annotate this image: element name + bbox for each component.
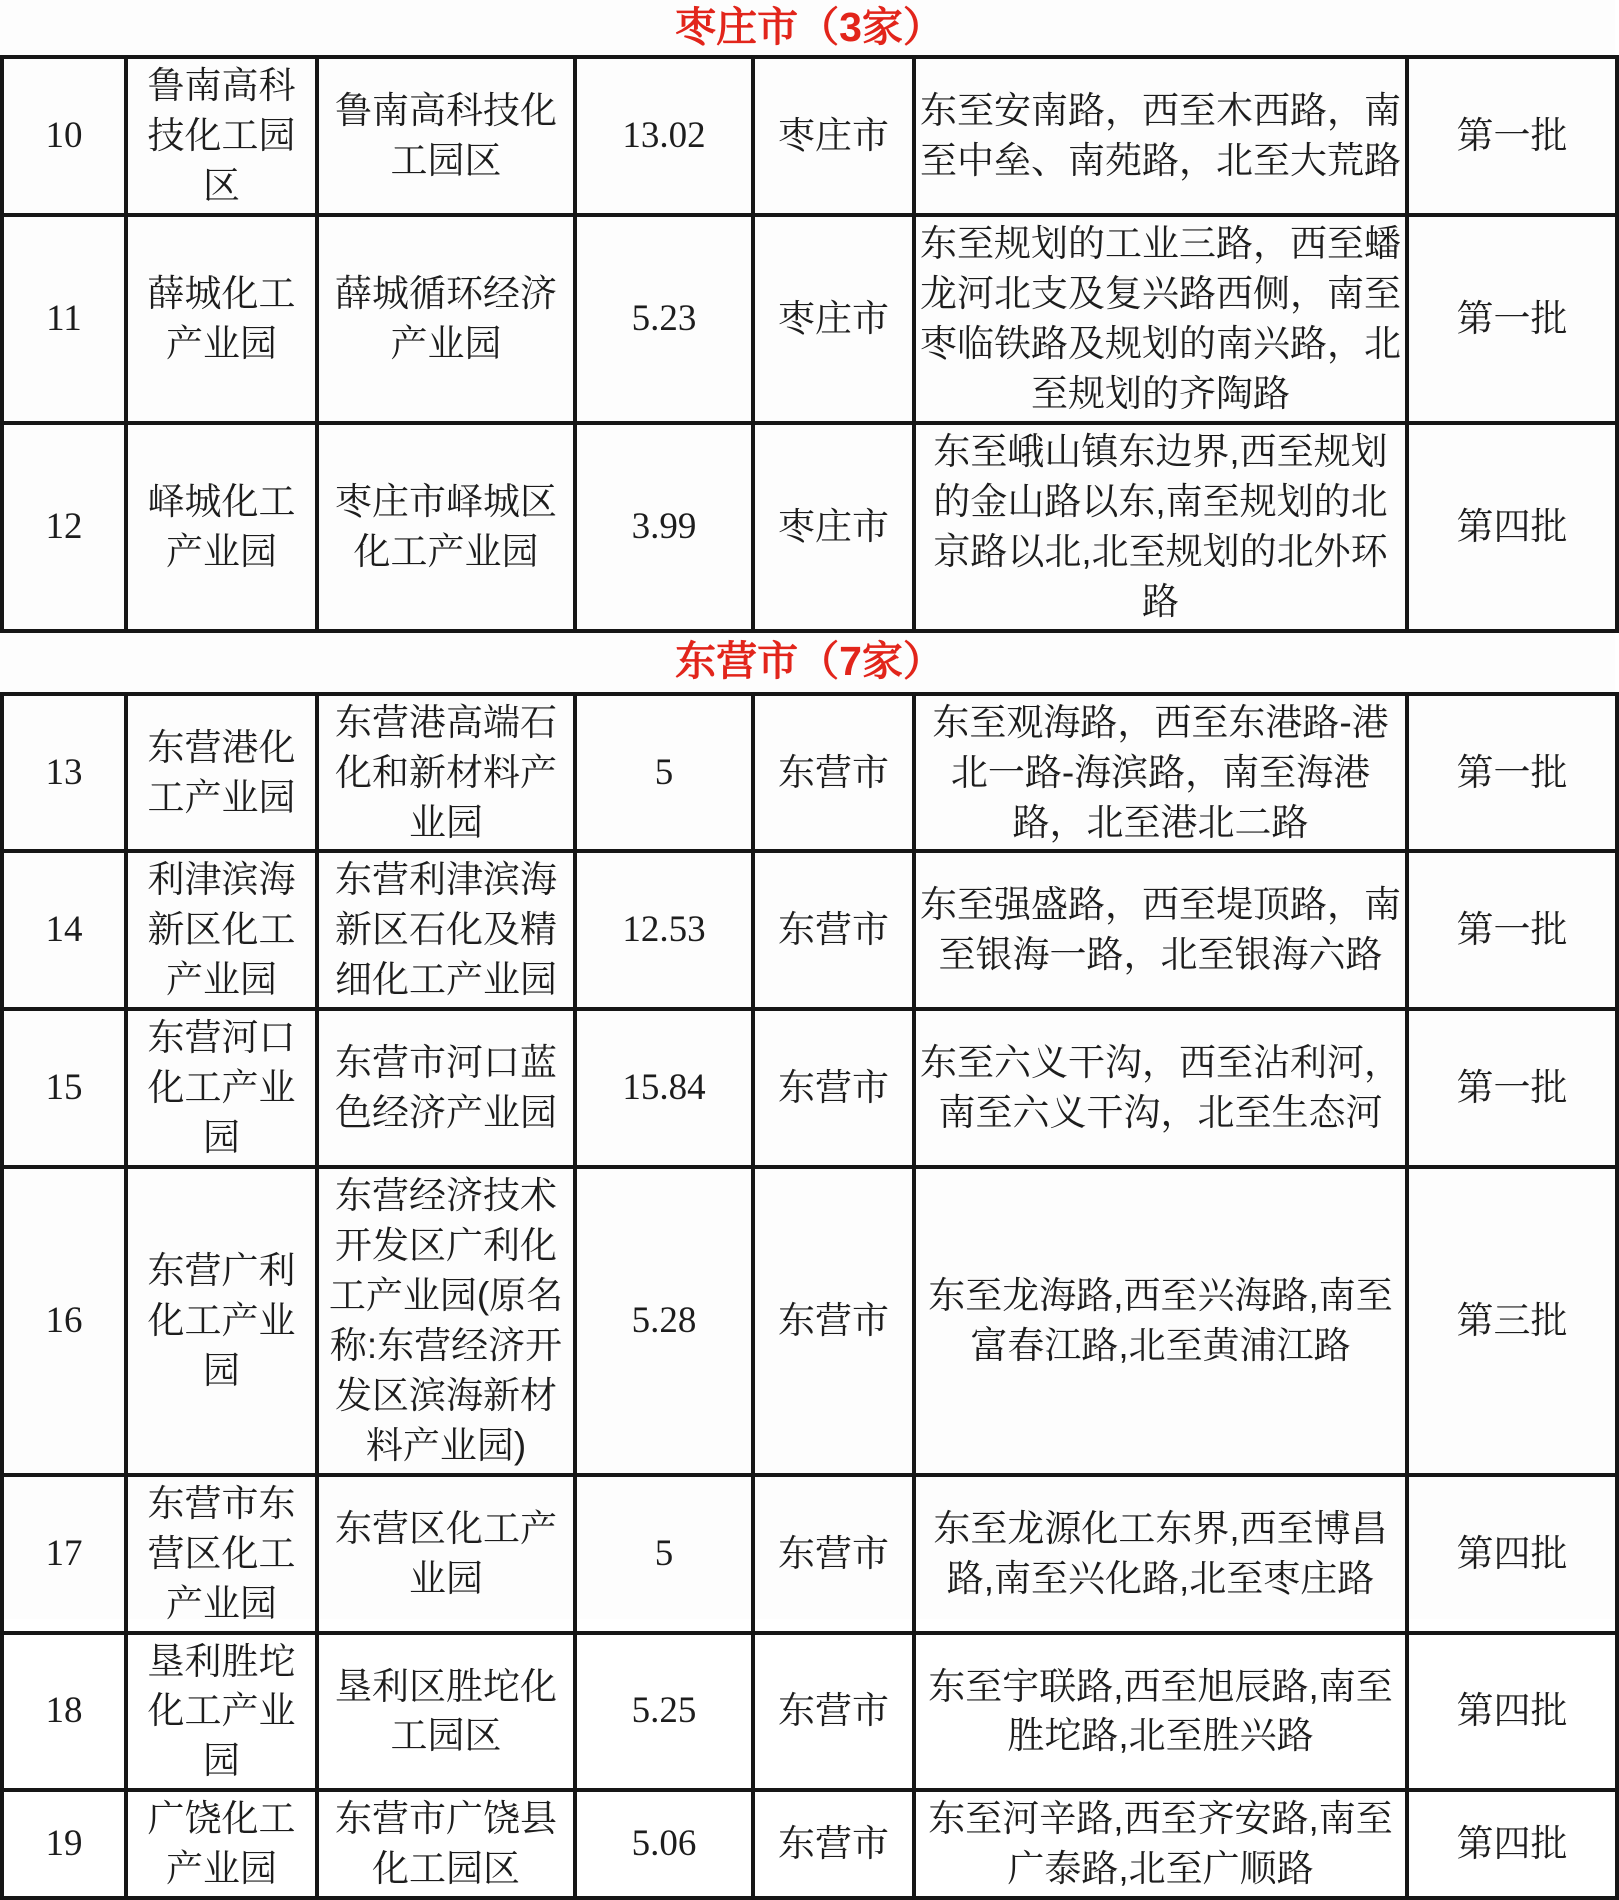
park-full-name: 东营区化工产业园 bbox=[317, 1475, 575, 1633]
table-row bbox=[2, 1167, 1617, 1475]
park-short-name: 鲁南高科技化工园区 bbox=[126, 57, 317, 215]
batch-label: 第四批 bbox=[1407, 423, 1617, 631]
batch-label: 第一批 bbox=[1407, 694, 1617, 852]
boundary-description: 东至观海路，西至东港路-港北一路-海滨路，南至海港路，北至港北二路 bbox=[914, 694, 1407, 852]
park-full-name: 垦利区胜坨化工园区 bbox=[317, 1633, 575, 1791]
boundary-description: 东至强盛路，西至堤顶路，南至银海一路，北至银海六路 bbox=[914, 851, 1407, 1009]
park-short-name: 垦利胜坨化工产业园 bbox=[126, 1633, 317, 1791]
batch-label: 第四批 bbox=[1407, 1790, 1617, 1898]
city-name: 枣庄市 bbox=[753, 215, 914, 423]
table-row bbox=[2, 851, 1617, 1009]
area-value: 5.23 bbox=[575, 215, 753, 423]
boundary-description: 东至峨山镇东边界,西至规划的金山路以东,南至规划的北京路以北,北至规划的北外环路 bbox=[914, 423, 1407, 631]
park-full-name: 枣庄市峄城区化工产业园 bbox=[317, 423, 575, 631]
area-value: 15.84 bbox=[575, 1009, 753, 1167]
area-value: 3.99 bbox=[575, 423, 753, 631]
park-full-name: 东营市广饶县化工园区 bbox=[317, 1790, 575, 1898]
park-short-name: 广饶化工产业园 bbox=[126, 1790, 317, 1898]
park-short-name: 东营市东营区化工产业园 bbox=[126, 1475, 317, 1633]
row-number: 14 bbox=[2, 851, 126, 1009]
table-row bbox=[2, 1009, 1617, 1167]
park-full-name: 薛城循环经济产业园 bbox=[317, 215, 575, 423]
boundary-description: 东至河辛路,西至齐安路,南至广泰路,北至广顺路 bbox=[914, 1790, 1407, 1898]
batch-label: 第一批 bbox=[1407, 215, 1617, 423]
group-header-dongying: 东营市（7家） bbox=[2, 631, 1617, 694]
table-row bbox=[2, 694, 1617, 852]
boundary-description: 东至安南路，西至木西路，南至中垒、南苑路，北至大荒路 bbox=[914, 57, 1407, 215]
boundary-description: 东至龙海路,西至兴海路,南至富春江路,北至黄浦江路 bbox=[914, 1167, 1407, 1475]
area-value: 5.06 bbox=[575, 1790, 753, 1898]
park-short-name: 峄城化工产业园 bbox=[126, 423, 317, 631]
park-full-name: 东营经济技术开发区广利化工产业园(原名称:东营经济开发区滨海新材料产业园) bbox=[317, 1167, 575, 1475]
row-number: 13 bbox=[2, 694, 126, 852]
batch-label: 第一批 bbox=[1407, 1009, 1617, 1167]
table-row bbox=[2, 215, 1617, 423]
group-header-row bbox=[2, 0, 1617, 57]
row-number: 17 bbox=[2, 1475, 126, 1633]
batch-label: 第一批 bbox=[1407, 851, 1617, 1009]
area-value: 13.02 bbox=[575, 57, 753, 215]
group-header-zaozhuang: 枣庄市（3家） bbox=[2, 0, 1617, 57]
city-name: 枣庄市 bbox=[753, 423, 914, 631]
boundary-description: 东至宇联路,西至旭辰路,南至胜坨路,北至胜兴路 bbox=[914, 1633, 1407, 1791]
park-short-name: 利津滨海新区化工产业园 bbox=[126, 851, 317, 1009]
batch-label: 第四批 bbox=[1407, 1475, 1617, 1633]
area-value: 5.25 bbox=[575, 1633, 753, 1791]
row-number: 12 bbox=[2, 423, 126, 631]
boundary-description: 东至规划的工业三路，西至蟠龙河北支及复兴路西侧，南至枣临铁路及规划的南兴路，北至规划的齐陶路 bbox=[914, 215, 1407, 423]
city-name: 东营市 bbox=[753, 1633, 914, 1791]
park-full-name: 东营利津滨海新区石化及精细化工产业园 bbox=[317, 851, 575, 1009]
park-short-name: 薛城化工产业园 bbox=[126, 215, 317, 423]
city-name: 枣庄市 bbox=[753, 57, 914, 215]
city-name: 东营市 bbox=[753, 851, 914, 1009]
boundary-description: 东至六义干沟，西至沾利河，南至六义干沟，北至生态河 bbox=[914, 1009, 1407, 1167]
city-name: 东营市 bbox=[753, 1009, 914, 1167]
table-row bbox=[2, 1790, 1617, 1898]
boundary-description: 东至龙源化工东界,西至博昌路,南至兴化路,北至枣庄路 bbox=[914, 1475, 1407, 1633]
area-value: 5 bbox=[575, 1475, 753, 1633]
group-header-row bbox=[2, 631, 1617, 694]
table-row bbox=[2, 1475, 1617, 1633]
city-name: 东营市 bbox=[753, 1167, 914, 1475]
batch-label: 第四批 bbox=[1407, 1633, 1617, 1791]
park-full-name: 鲁南高科技化工园区 bbox=[317, 57, 575, 215]
row-number: 18 bbox=[2, 1633, 126, 1791]
table-row bbox=[2, 57, 1617, 215]
row-number: 16 bbox=[2, 1167, 126, 1475]
park-full-name: 东营港高端石化和新材料产业园 bbox=[317, 694, 575, 852]
row-number: 10 bbox=[2, 57, 126, 215]
batch-label: 第三批 bbox=[1407, 1167, 1617, 1475]
table-row bbox=[2, 423, 1617, 631]
row-number: 11 bbox=[2, 215, 126, 423]
table-row bbox=[2, 1633, 1617, 1791]
park-short-name: 东营河口化工产业园 bbox=[126, 1009, 317, 1167]
park-short-name: 东营港化工产业园 bbox=[126, 694, 317, 852]
area-value: 12.53 bbox=[575, 851, 753, 1009]
batch-label: 第一批 bbox=[1407, 57, 1617, 215]
park-full-name: 东营市河口蓝色经济产业园 bbox=[317, 1009, 575, 1167]
row-number: 19 bbox=[2, 1790, 126, 1898]
row-number: 15 bbox=[2, 1009, 126, 1167]
area-value: 5 bbox=[575, 694, 753, 852]
area-value: 5.28 bbox=[575, 1167, 753, 1475]
city-name: 东营市 bbox=[753, 1475, 914, 1633]
city-name: 东营市 bbox=[753, 1790, 914, 1898]
city-name: 东营市 bbox=[753, 694, 914, 852]
park-short-name: 东营广利化工产业园 bbox=[126, 1167, 317, 1475]
